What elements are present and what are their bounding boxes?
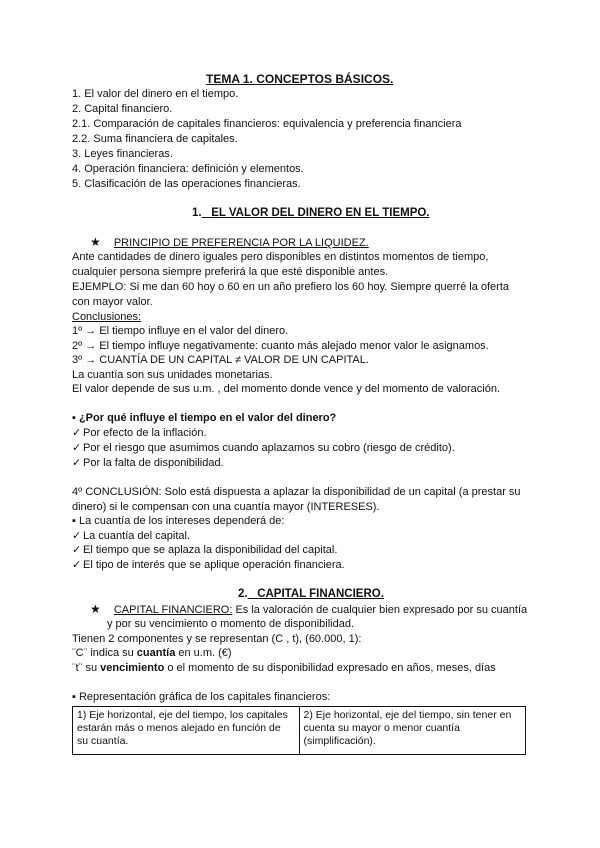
c-component-line: ¨C¨ indica su cuantía en u.m. (€) xyxy=(72,647,232,659)
checkmark-icon: ✓ xyxy=(72,457,82,469)
star-bullet-icon: ★ xyxy=(90,235,101,249)
conclusion-item: El valor depende de sus u.m. , del momento donde vence y del momento de valoración. xyxy=(72,383,501,395)
checkmark-icon: ✓ xyxy=(72,559,82,571)
table-cell: 2) Eje horizontal, eje del tiempo, sin tener en cuenta su mayor o menor cuantía (simplificación). xyxy=(299,707,526,755)
definition-text: Es la valoración de cualquier bien expresado por su cuantía xyxy=(232,604,528,616)
toc-item: 5. Clasificación de las operaciones financieras. xyxy=(72,178,301,190)
example-line: con mayor valor. xyxy=(72,296,153,308)
section-2-title: CAPITAL FINANCIERO. xyxy=(257,588,384,600)
interest-intro: ▪ La cuantía de los intereses dependerá de: xyxy=(72,515,285,527)
conclusion-4-line: 4º CONCLUSIÓN: Solo está dispuesta a aplazar la disponibilidad de un capital (a prestar su xyxy=(72,486,521,498)
section-1-heading xyxy=(192,206,430,221)
reason-item: ✓ Por efecto de la inflación. xyxy=(72,427,207,439)
page-title: TEMA 1. CONCEPTOS BÁSICOS. xyxy=(206,72,394,86)
principle-title: PRINCIPIO DE PREFERENCIA POR LA LIQUIDEZ. xyxy=(113,237,369,249)
table-cell: 1) Eje horizontal, eje del tiempo, los capitales estarán más o menos alejado en función de su cuantía. xyxy=(73,707,300,755)
reason-item: ✓ Por la falta de disponibilidad. xyxy=(72,457,224,469)
paragraph-line: Ante cantidades de dinero iguales pero disponibles en distintos momentos de tiempo, xyxy=(72,251,489,263)
t-component-line: ¨t¨ su vencimiento o el momento de su disponibilidad expresado en años, meses, días xyxy=(72,662,496,674)
toc-item: 2.1. Comparación de capitales financieros: equivalencia y preferencia financiera xyxy=(72,118,462,130)
star-bullet-icon: ★ xyxy=(90,602,101,616)
checkmark-icon: ✓ xyxy=(72,530,82,542)
principle-line xyxy=(90,235,369,251)
conclusion-item: 1º → El tiempo influye en el valor del dinero. xyxy=(72,325,289,337)
conclusions-label: Conclusiones: xyxy=(72,311,142,323)
representation-table xyxy=(72,706,526,755)
example-line: EJEMPLO: Si me dan 60 hoy o 60 en un año prefiero los 60 hoy. Siempre querré la oferta xyxy=(72,281,509,293)
paragraph-line: cualquier persona siempre preferirá la que esté disponible antes. xyxy=(72,266,389,278)
definition-term: CAPITAL FINANCIERO: xyxy=(113,604,233,616)
table-row xyxy=(73,707,526,755)
conclusion-4-line: dinero) si le compensan con una cuantía mayor (INTERESES). xyxy=(72,501,380,513)
checkmark-icon: ✓ xyxy=(72,544,82,556)
section-1-number: 1. xyxy=(192,207,202,219)
section-1-title: EL VALOR DEL DINERO EN EL TIEMPO. xyxy=(211,207,430,219)
question-heading: ▪ ¿Por qué influye el tiempo en el valor del dinero? xyxy=(72,412,337,424)
toc-item: 2. Capital financiero. xyxy=(72,103,173,115)
conclusion-item: La cuantía son sus unidades monetarias. xyxy=(72,369,273,381)
capital-definition-line xyxy=(90,602,527,618)
toc-item: 4. Operación financiera: definición y elementos. xyxy=(72,163,304,175)
section-2-heading xyxy=(238,587,384,602)
interest-item: ✓ La cuantía del capital. xyxy=(72,530,191,542)
toc-item: 1. El valor del dinero en el tiempo. xyxy=(72,88,239,100)
definition-continuation: y por su vencimiento o momento de disponibilidad. xyxy=(107,618,355,630)
toc-item: 3. Leyes financieras. xyxy=(72,148,173,160)
conclusion-item: 2º → El tiempo influye negativamente: cuanto más alejado menor valor le asignamos. xyxy=(72,340,489,352)
interest-item: ✓ El tipo de interés que se aplique operación financiera. xyxy=(72,559,345,571)
graphic-intro: ▪ Representación gráfica de los capitales financieros: xyxy=(72,691,331,703)
interest-item: ✓ El tiempo que se aplaza la disponibilidad del capital. xyxy=(72,544,338,556)
section-2-number: 2. xyxy=(238,588,248,600)
components-line: Tienen 2 componentes y se representan (C , t), (60.000, 1): xyxy=(72,633,362,645)
checkmark-icon: ✓ xyxy=(72,442,82,454)
toc-item: 2.2. Suma financiera de capitales. xyxy=(72,133,238,145)
reason-item: ✓ Por el riesgo que asumimos cuando aplazamos su cobro (riesgo de crédito). xyxy=(72,442,455,454)
checkmark-icon: ✓ xyxy=(72,427,82,439)
conclusion-item: 3º → CUANTÍA DE UN CAPITAL ≠ VALOR DE UN CAPITAL. xyxy=(72,354,369,366)
